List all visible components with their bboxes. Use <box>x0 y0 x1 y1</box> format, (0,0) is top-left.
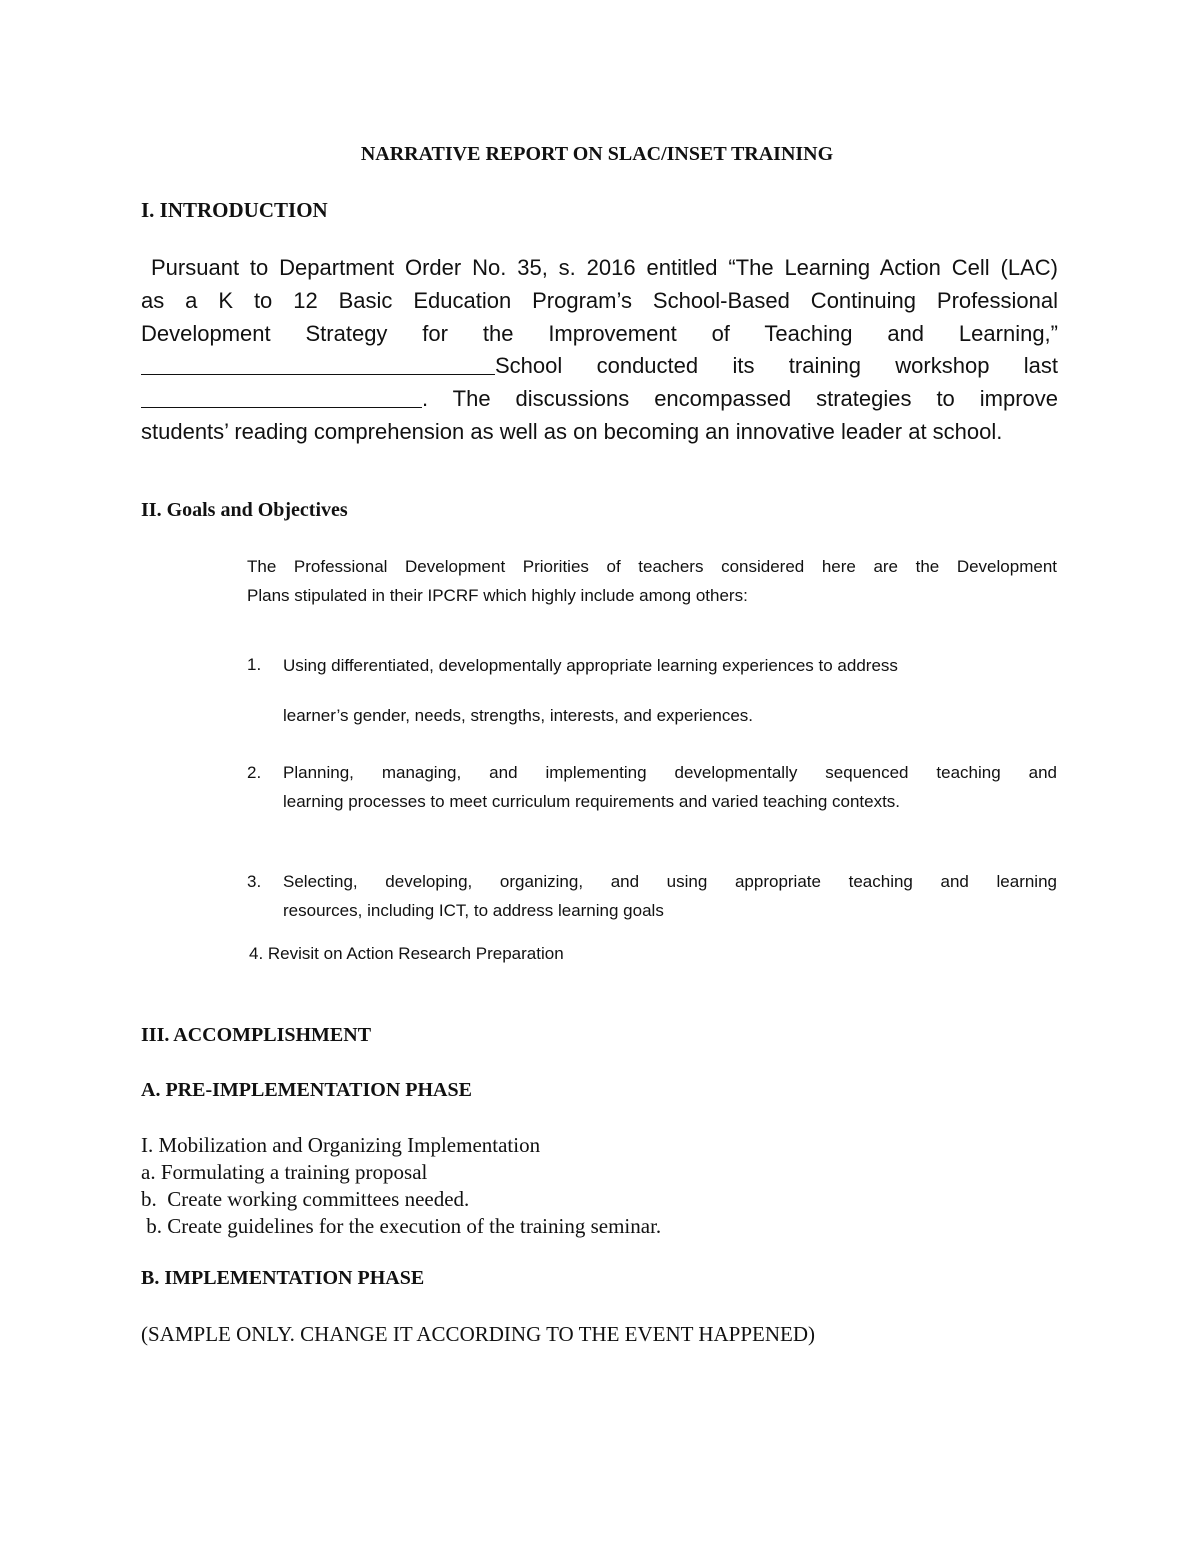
goal-item-line: Selecting, developing, organizing, and using appropriate teaching and learning <box>283 872 1057 891</box>
pre-implementation-heading: A. PRE-IMPLEMENTATION PHASE <box>141 1079 472 1101</box>
goal-item-text <box>283 867 1057 925</box>
intro-line: Development Strategy for the Improvement of Teaching and Learning,” <box>141 320 1058 346</box>
introduction-paragraph <box>141 252 1058 449</box>
goal-item-number: 3. <box>247 872 262 891</box>
mobilization-list <box>141 1132 661 1240</box>
implementation-heading: B. IMPLEMENTATION PHASE <box>141 1267 425 1289</box>
goal-item-number: 2. <box>247 763 262 782</box>
date-blank <box>141 387 422 408</box>
goals-intro-paragraph <box>247 552 1057 610</box>
goals-intro-line: The Professional Development Priorities of teachers considered here are the Development <box>247 557 1057 576</box>
goals-heading: II. Goals and Objectives <box>141 499 348 521</box>
goal-item-number: 1. <box>247 655 262 674</box>
goals-intro-line: Plans stipulated in their IPCRF which highly include among others: <box>247 586 748 605</box>
intro-line-text: School conducted its training workshop last <box>495 353 1058 379</box>
goal-item-text <box>283 651 1057 680</box>
goal-item-text <box>283 758 1057 816</box>
intro-line: Pursuant to Department Order No. 35, s. 2016 entitled “The Learning Action Cell (LAC) <box>151 255 1058 280</box>
school-name-blank <box>141 354 495 375</box>
goal-item-line: learner’s gender, needs, strengths, interests, and experiences. <box>283 706 753 725</box>
goal-item-line: learning processes to meet curriculum requirements and varied teaching contexts. <box>283 792 901 811</box>
intro-line-school <box>141 350 1058 383</box>
intro-line-text: . The discussions encompassed strategies to improve <box>422 386 1058 412</box>
document-title: NARRATIVE REPORT ON SLAC/INSET TRAINING <box>360 143 834 165</box>
mobilization-item: b. Create guidelines for the execution of the training seminar. <box>141 1214 662 1238</box>
goal-item-line: Using differentiated, developmentally appropriate learning experiences to address <box>283 656 898 675</box>
introduction-heading: I. INTRODUCTION <box>141 198 328 222</box>
goal-item-text <box>283 701 1057 730</box>
goal-item-line: resources, including ICT, to address learning goals <box>283 901 664 920</box>
goal-item-line: Planning, managing, and implementing developmentally sequenced teaching and <box>283 763 1057 782</box>
mobilization-item: I. Mobilization and Organizing Implementation <box>141 1133 541 1157</box>
sample-note: (SAMPLE ONLY. CHANGE IT ACCORDING TO THE EVENT HAPPENED) <box>141 1322 816 1346</box>
intro-line: as a K to 12 Basic Education Program’s School-Based Continuing Professional <box>141 287 1058 313</box>
mobilization-item: b. Create working committees needed. <box>141 1187 470 1211</box>
accomplishment-heading: III. ACCOMPLISHMENT <box>141 1024 372 1046</box>
intro-line-date <box>141 383 1058 416</box>
mobilization-item: a. Formulating a training proposal <box>141 1160 428 1184</box>
intro-line: students’ reading comprehension as well as on becoming an innovative leader at school. <box>141 418 1003 444</box>
goal-item-4: 4. Revisit on Action Research Preparation <box>249 944 564 963</box>
